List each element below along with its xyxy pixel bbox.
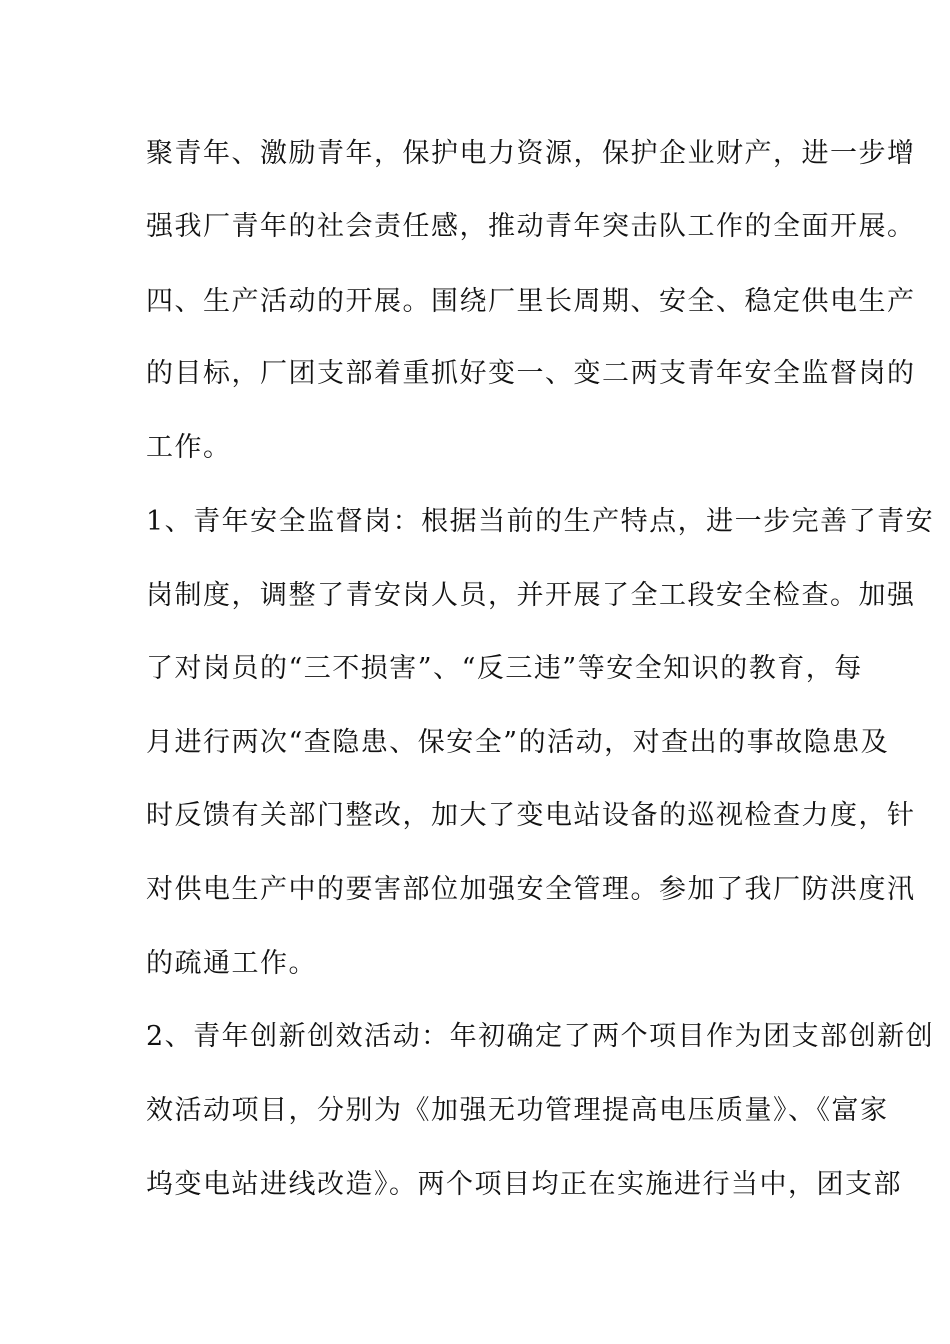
text-line: 对供电生产中的要害部位加强安全管理。参加了我厂防洪度汛 xyxy=(146,874,916,905)
text-line: 强我厂青年的社会责任感，推动青年突击队工作的全面开展。 xyxy=(146,211,916,242)
text-line: 1、青年安全监督岗：根据当前的生产特点，进一步完善了青安 xyxy=(146,506,935,537)
text-line: 坞变电站进线改造》。两个项目均正在实施进行当中，团支部 xyxy=(146,1169,902,1200)
text-line: 的疏通工作。 xyxy=(146,948,317,979)
text-line: 2、青年创新创效活动：年初确定了两个项目作为团支部创新创 xyxy=(146,1021,935,1052)
text-line: 效活动项目，分别为《加强无功管理提高电压质量》、《富家 xyxy=(146,1095,889,1126)
text-line: 四、生产活动的开展。围绕厂里长周期、安全、稳定供电生产 xyxy=(146,286,916,317)
text-line: 聚青年、激励青年，保护电力资源，保护企业财产，进一步增 xyxy=(146,138,916,169)
text-line: 工作。 xyxy=(146,432,232,463)
text-line: 了对岗员的“三不损害”、“反三违”等安全知识的教育，每 xyxy=(146,653,863,684)
text-line: 时反馈有关部门整改，加大了变电站设备的巡视检查力度，针 xyxy=(146,800,916,831)
text-line: 的目标，厂团支部着重抓好变一、变二两支青年安全监督岗的 xyxy=(146,358,916,389)
text-line: 月进行两次“查隐患、保安全”的活动，对查出的事故隐患及 xyxy=(146,727,890,758)
text-line: 岗制度，调整了青安岗人员，并开展了全工段安全检查。加强 xyxy=(146,580,916,611)
